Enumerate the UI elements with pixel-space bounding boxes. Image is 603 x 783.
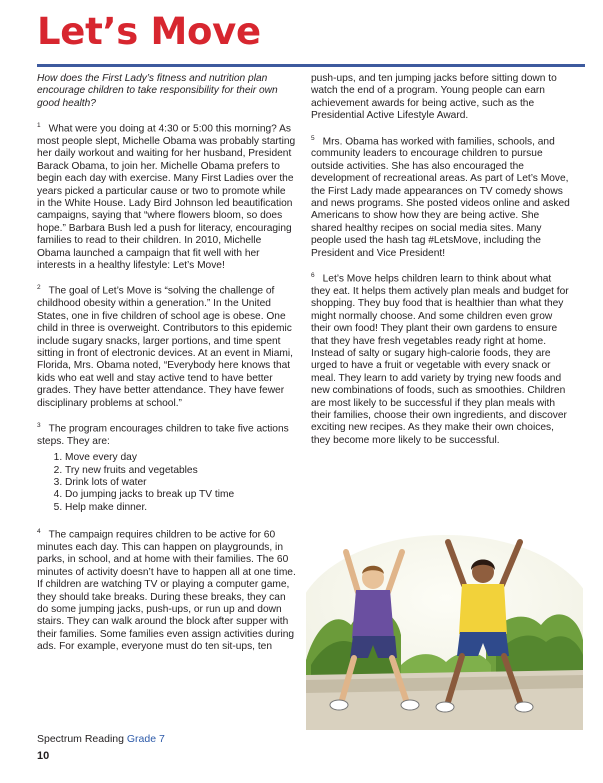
title-divider: [37, 64, 585, 67]
paragraph-number: 1: [37, 122, 41, 130]
paragraph-text: Mrs. Obama has worked with families, schools, and community leaders to encourage children to pursue outside activities. She has also encouraged the development of recreational areas. As part of Let’s Move, the First Lady made appearances on TV comedy shows and news programs. She posted videos online and asked Americans to show how they are being active. She shared healthy recipes on social media sites. Many people used the hash tag #LetsMove, including the President and Vice President!: [311, 136, 570, 259]
paragraph-number: 2: [37, 284, 41, 292]
list-item: 4. Do jumping jacks to break up TV time: [65, 489, 296, 501]
paragraph-3: [37, 420, 296, 448]
paragraph-text: The goal of Let’s Move is “solving the challenge of childhood obesity within a generation.” In the United States, one in five children of school age is obese. One child in three is overweight. Contributors to this epidemic include sugary snacks, larger portions, and time spent sitting in front of electronic devices. At an event in Miami, Florida, Mrs. Obama noted, “Everybody here knows that kids who eat well and stay active tend to have better grades. They have better attendance. They have fewer disciplinary problems at school.”: [37, 285, 293, 409]
paragraph-5: [311, 133, 573, 260]
page-number: 10: [37, 750, 50, 762]
paragraph-text: What were you doing at 4:30 or 5:00 this morning? As most people slept, Michelle Obama was probably starting her daily workout and waiting for her husband, President Barack Obama, to join her. Michelle Obama prefers to begin each day with exercise. Many First Ladies over the years picked a particular cause or two to promote while in the White House. Lady Bird Johnson led beautification campaigns, saying that “where flowers bloom, so does hope.” Barbara Bush led a push for literacy, encouraging families to read to their children. In 2010, Michelle Obama launched a campaign that fit well with her interests in a healthy lifestyle: Let’s Move!: [37, 123, 296, 272]
children-jumping-jacks-illustration: [306, 530, 583, 730]
paragraph-number: 3: [37, 421, 41, 429]
list-item: 3. Drink lots of water: [65, 477, 296, 489]
paragraph-number: 4: [37, 528, 41, 536]
paragraph-1: [37, 120, 296, 272]
paragraph-text: The campaign requires children to be active for 60 minutes each day. This can happen on playgrounds, in parks, in school, and at home with their families. The 60 minutes of activity doesn’t have to happen all at one time. If children are watching TV or playing a computer game, they should take breaks. During these breaks, they can do some jumping jacks, push-ups, or run up and down stairs. They can walk around the block after supper with their families. Some families even assign activities during ads. For example, everyone must do ten sit-ups, ten: [37, 529, 296, 653]
right-column: [311, 73, 573, 457]
footer: [37, 733, 165, 745]
grade-level: Grade 7: [126, 733, 165, 745]
paragraph-text: Let’s Move helps children learn to think about what they eat. It helps them actively plan meals and budget for shopping. They buy food that is healthier than what they might normally choose. And some children even grow their own food! They plant their own gardens to ensure that they have fresh vegetables ready right at home. Instead of salty or sugary high-calorie foods, they are urged to have a fruit or vegetable with every snack or meal. They learn to add variety by trying new foods and new combinations of foods, such as smoothies. Children are most likely to be successful if they plan meals with their families, choose their own ingredients, and discover exciting new recipes. As they make their own choices, they become more likely to be successful.: [311, 273, 569, 446]
action-steps-list: [37, 452, 296, 514]
paragraph-4: [37, 526, 296, 653]
series-name: Spectrum Reading: [37, 733, 124, 745]
paragraph-number: 6: [311, 272, 315, 280]
paragraph-text: The program encourages children to take five actions steps. They are:: [37, 423, 289, 447]
left-column: [37, 73, 296, 664]
paragraph-text: push-ups, and ten jumping jacks before sitting down to watch the end of a program. Young people can earn achievement awards for being active, such as the Presidential Active Lifestyle Award.: [311, 73, 557, 122]
paragraph-number: 5: [311, 134, 315, 142]
paragraph-6: [311, 270, 573, 447]
list-item: 5. Help make dinner.: [65, 502, 296, 514]
focus-question: How does the First Lady’s fitness and nutrition plan encourage children to take responsibility for their own good health?: [37, 73, 278, 109]
paragraph-2: [37, 282, 296, 409]
paragraph-4-continued: [311, 73, 573, 123]
list-item: 1. Move every day: [65, 452, 296, 464]
page-title: Let’s Move: [37, 10, 261, 53]
list-item: 2. Try new fruits and vegetables: [65, 465, 296, 477]
